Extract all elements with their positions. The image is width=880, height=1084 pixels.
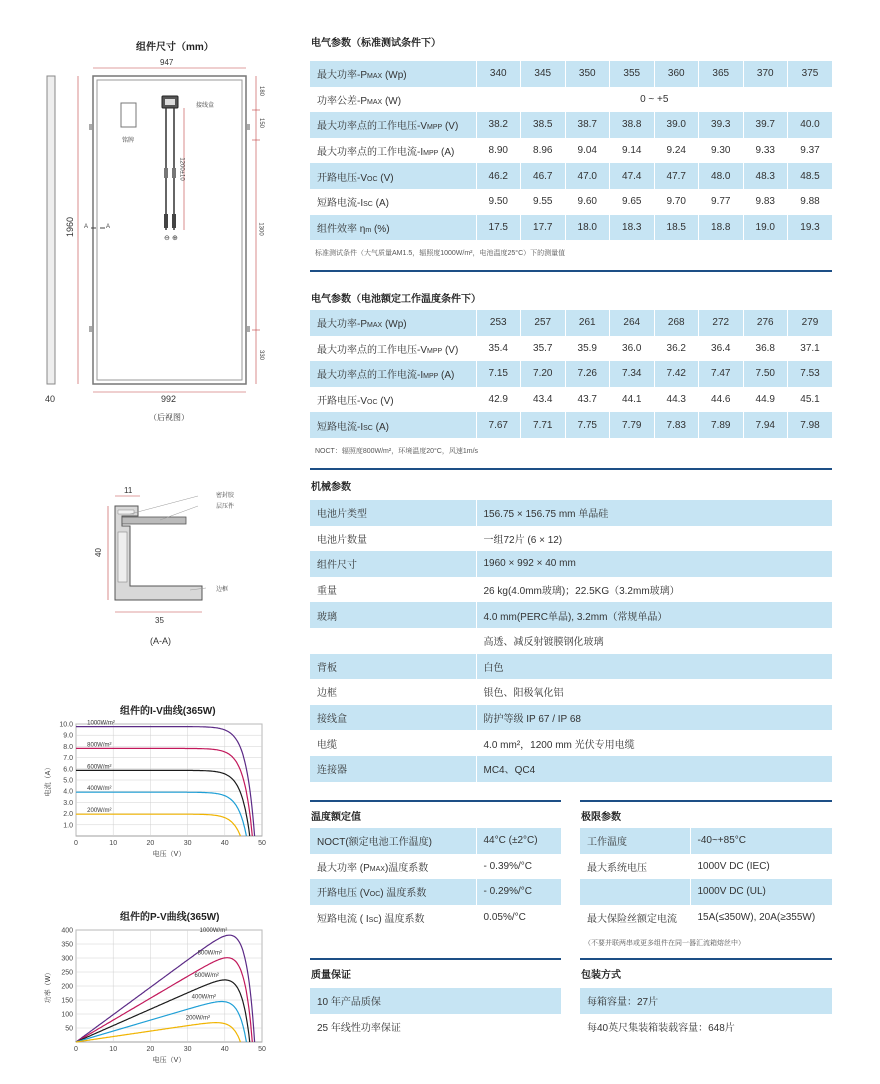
x-tick-label: 50 — [258, 840, 266, 847]
param-value: 38.8 — [610, 112, 655, 138]
param-value: 银色、阳极氧化铝 — [476, 679, 832, 705]
param-subscript: MPP — [427, 124, 443, 132]
limits-table — [580, 828, 832, 930]
param-subscript: OC — [367, 175, 378, 183]
param-value: -40~+85°C — [690, 828, 832, 854]
series-label: 600W/m² — [87, 764, 112, 771]
table-row — [310, 551, 832, 577]
table-row — [310, 387, 832, 413]
section-marker-right: A — [106, 224, 111, 230]
param-value: 360 — [654, 61, 699, 87]
table-row — [310, 988, 561, 1014]
y-tick-label: 50 — [65, 1025, 73, 1033]
y-tick-label: 250 — [61, 969, 73, 977]
param-value: 9.33 — [743, 138, 788, 164]
param-subscript: OC — [367, 399, 378, 407]
param-subscript: MAX — [367, 322, 383, 330]
series-label: 800W/m² — [197, 950, 222, 957]
divider — [310, 468, 832, 470]
noct-note: NOCT：辐照度800W/m²，环境温度20°C，风速1m/s — [315, 448, 479, 455]
param-label: 最大功率-PMAX (Wp) — [310, 61, 476, 87]
param-subscript: MAX — [367, 73, 383, 81]
series-label: 200W/m² — [87, 808, 112, 815]
param-value: 44°C (±2°C) — [476, 828, 561, 854]
frame-section-drawing — [0, 470, 300, 650]
param-value: 0 ~ +5 — [476, 87, 832, 113]
param-value: 276 — [743, 310, 788, 336]
param-value: 36.0 — [610, 336, 655, 362]
param-label: 边框 — [317, 688, 337, 700]
param-label: 开路电压-VOC (V) — [317, 396, 394, 408]
param-subscript: MPP — [427, 347, 443, 355]
param-label: 开路电压 (VOC) 温度系数 — [310, 879, 476, 905]
param-value: 44.1 — [610, 387, 655, 413]
param-value: 7.67 — [476, 412, 521, 438]
y-tick-label: 2.0 — [63, 811, 73, 819]
dim-cable-length: 1200±10 — [178, 157, 185, 181]
param-value: 8.96 — [521, 138, 566, 164]
table-row — [310, 336, 832, 362]
param-label: 电池片数量 — [317, 534, 367, 546]
table-row — [310, 679, 832, 705]
param-value: 36.4 — [699, 336, 744, 362]
param-value: 46.2 — [476, 163, 521, 189]
param-label: 电池片类型 — [310, 500, 476, 526]
param-value: 35.9 — [565, 336, 610, 362]
section-marker-left: A — [84, 224, 89, 230]
param-value: 9.77 — [699, 189, 744, 215]
param-value: 7.20 — [521, 361, 566, 387]
param-value: 257 — [521, 310, 566, 336]
param-value: 253 — [476, 310, 521, 336]
param-value: 48.0 — [699, 163, 744, 189]
param-value: 268 — [654, 310, 699, 336]
stc-table — [310, 61, 832, 240]
packing-table — [580, 988, 832, 1039]
param-value: 156.75 × 156.75 mm 单晶硅 — [476, 500, 832, 526]
param-value: 272 — [699, 310, 744, 336]
x-tick-label: 20 — [146, 1046, 155, 1053]
param-value: 18.8 — [699, 215, 744, 241]
param-value: 7.71 — [521, 412, 566, 438]
table-row — [310, 112, 832, 138]
series-label: 800W/m² — [87, 742, 112, 749]
param-label: 最大功率点的工作电流-IMPP (A) — [317, 147, 455, 159]
x-tick-label: 30 — [183, 840, 192, 847]
table-row — [310, 854, 561, 880]
param-label: 组件效率 ηm (%) — [310, 215, 476, 241]
list-item: 每40英尺集装箱装载容量：648片 — [587, 1022, 735, 1034]
param-value: 47.0 — [565, 163, 610, 189]
param-value: 1000V DC (UL) — [690, 879, 832, 905]
section-dim-40: 40 — [93, 548, 103, 557]
list-item: 每箱容量：27片 — [580, 988, 832, 1014]
table-row — [580, 905, 832, 931]
y-tick-label: 3.0 — [63, 799, 73, 807]
label-frame: 边框 — [216, 587, 229, 593]
y-tick-label: 7.0 — [63, 755, 73, 763]
param-value: 9.65 — [610, 189, 655, 215]
section-caption: (A-A) — [150, 636, 171, 646]
table-row — [580, 1014, 832, 1040]
param-value: 18.0 — [565, 215, 610, 241]
warranty-section-title: 质量保证 — [311, 970, 351, 981]
param-subscript: MPP — [423, 373, 439, 381]
param-value: 345 — [521, 61, 566, 87]
divider — [310, 800, 561, 802]
table-row — [580, 854, 832, 880]
param-value: 9.37 — [788, 138, 833, 164]
param-subscript: MAX — [369, 865, 385, 873]
param-value: 39.3 — [699, 112, 744, 138]
table-row — [310, 412, 832, 438]
x-tick-label: 10 — [109, 1046, 118, 1053]
param-value: 4.0 mm(PERC单晶), 3.2mm（常规单晶） — [476, 602, 832, 628]
param-value: 一组72片 (6 × 12) — [476, 526, 832, 552]
table-row — [310, 1014, 561, 1040]
y-tick-label: 150 — [61, 997, 73, 1005]
y-tick-label: 100 — [61, 1011, 73, 1019]
param-value: 7.26 — [565, 361, 610, 387]
svg-text:⊖: ⊖ — [164, 235, 170, 242]
y-tick-label: 9.0 — [63, 732, 73, 740]
param-value: 9.88 — [788, 189, 833, 215]
dimension-drawing — [0, 0, 300, 440]
x-tick-label: 30 — [183, 1046, 192, 1053]
param-value: 38.7 — [565, 112, 610, 138]
param-value: 18.3 — [610, 215, 655, 241]
param-label: 开路电压-VOC (V) — [310, 163, 476, 189]
table-row — [310, 163, 832, 189]
param-value: 1000V DC (IEC) — [690, 854, 832, 880]
x-axis-label: 电压（V） — [152, 851, 186, 858]
param-value: 355 — [610, 61, 655, 87]
packing-section-title: 包装方式 — [581, 970, 621, 981]
module-back-view — [0, 0, 300, 440]
param-value: 35.4 — [476, 336, 521, 362]
param-label: 功率公差-PMAX (W) — [317, 95, 402, 107]
y-tick-label: 350 — [61, 941, 73, 949]
param-value: 9.70 — [654, 189, 699, 215]
table-row — [310, 138, 832, 164]
dim-width-bottom: 992 — [161, 394, 177, 404]
param-value: 43.7 — [565, 387, 610, 413]
param-value: 47.7 — [654, 163, 699, 189]
table-row — [310, 189, 832, 215]
section-dim-11: 11 — [124, 486, 133, 495]
param-label: 玻璃 — [310, 602, 476, 628]
param-subscript: MPP — [423, 150, 439, 158]
divider — [310, 958, 561, 960]
param-label: 电缆 — [317, 739, 337, 751]
param-value: 7.98 — [788, 412, 833, 438]
dim-right-180: 180 — [258, 85, 265, 97]
section-dim-35: 35 — [155, 616, 164, 625]
iv-chart — [40, 716, 290, 861]
param-value: 37.1 — [788, 336, 833, 362]
param-label: 最大保险丝额定电流 — [587, 914, 677, 926]
param-value: 9.55 — [521, 189, 566, 215]
param-label: 最大功率点的工作电压-VMPP (V) — [317, 344, 459, 356]
pv-chart-title: 组件的P-V曲线(365W) — [120, 912, 220, 923]
param-value: 7.34 — [610, 361, 655, 387]
param-value: 48.5 — [788, 163, 833, 189]
frame-section-profile — [0, 470, 300, 650]
y-tick-label: 200 — [61, 983, 73, 991]
param-label: 最大功率-PMAX (Wp) — [310, 310, 476, 336]
dim-right-330: 330 — [258, 349, 265, 361]
table-row — [310, 61, 832, 87]
series-label: 200W/m² — [185, 1015, 211, 1022]
param-value: 38.2 — [476, 112, 521, 138]
param-value: 0.05%/°C — [476, 905, 561, 931]
y-axis-label: 功率（W） — [45, 968, 52, 1004]
param-value: 44.9 — [743, 387, 788, 413]
param-value: 39.7 — [743, 112, 788, 138]
x-tick-label: 20 — [146, 840, 155, 847]
param-value: MC4、QC4 — [476, 756, 832, 782]
param-value: 7.83 — [654, 412, 699, 438]
list-item: 25 年线性功率保证 — [317, 1022, 401, 1034]
x-tick-label: 50 — [258, 1046, 266, 1053]
param-value: 7.94 — [743, 412, 788, 438]
param-value: 42.9 — [476, 387, 521, 413]
mech-section-title: 机械参数 — [311, 482, 351, 493]
table-row — [310, 905, 561, 931]
param-value: 7.15 — [476, 361, 521, 387]
back-view-caption: （后视图） — [149, 413, 189, 422]
param-value: 365 — [699, 61, 744, 87]
param-value: 45.1 — [788, 387, 833, 413]
param-value: - 0.39%/°C — [476, 854, 561, 880]
param-label: 最大功率点的工作电压-VMPP (V) — [310, 112, 476, 138]
param-label — [580, 879, 690, 905]
param-label — [310, 628, 476, 654]
dim-height: 1960 — [65, 216, 76, 238]
param-value: 375 — [788, 61, 833, 87]
dim-depth: 40 — [45, 394, 56, 404]
svg-text:⊕: ⊕ — [172, 235, 178, 242]
pv-chart — [40, 922, 290, 1067]
param-label: 最大系统电压 — [587, 862, 647, 874]
param-value: 36.8 — [743, 336, 788, 362]
iv-chart-title: 组件的I-V曲线(365W) — [120, 706, 216, 717]
param-label: 连接器 — [310, 756, 476, 782]
series-label: 400W/m² — [191, 994, 217, 1001]
param-value: 9.24 — [654, 138, 699, 164]
label-laminate: 层压件 — [216, 504, 235, 510]
y-tick-label: 4.0 — [63, 788, 73, 796]
noct-table — [310, 310, 832, 438]
param-value: 7.89 — [699, 412, 744, 438]
param-subscript: m — [365, 226, 372, 234]
y-axis-label: 电流（A） — [45, 763, 52, 797]
param-label: 组件尺寸 — [310, 551, 476, 577]
param-value: 38.5 — [521, 112, 566, 138]
list-item: 10 年产品质保 — [310, 988, 561, 1014]
param-label: 最大功率 (PMAX)温度系数 — [317, 862, 429, 874]
warranty-table — [310, 988, 561, 1039]
table-row — [310, 730, 832, 756]
x-tick-label: 10 — [109, 840, 118, 847]
param-value: 19.0 — [743, 215, 788, 241]
stc-note: 标准测试条件（大气质量AM1.5，辐照度1000W/m²，电池温度25°C）下的测量值 — [315, 250, 566, 257]
param-value: 26 kg(4.0mm玻璃)；22.5KG（3.2mm玻璃） — [476, 577, 832, 603]
param-subscript: SC — [363, 424, 373, 432]
dim-right-1300: 1300 — [257, 222, 264, 236]
param-value: 261 — [565, 310, 610, 336]
table-row — [310, 526, 832, 552]
x-tick-label: 40 — [220, 1046, 229, 1053]
param-subscript: SC — [368, 917, 379, 925]
divider — [580, 800, 832, 802]
table-row — [310, 705, 832, 731]
table-row — [310, 310, 832, 336]
param-value: 36.2 — [654, 336, 699, 362]
param-value: 4.0 mm²，1200 mm 光伏专用电缆 — [476, 730, 832, 756]
series-label: 400W/m² — [87, 786, 112, 793]
param-value: 9.60 — [565, 189, 610, 215]
param-value: 279 — [788, 310, 833, 336]
param-value: 7.42 — [654, 361, 699, 387]
table-row — [310, 756, 832, 782]
param-label: 短路电流-ISC (A) — [310, 412, 476, 438]
temp-section-title: 温度额定值 — [311, 812, 361, 823]
param-value: 8.90 — [476, 138, 521, 164]
param-value: 9.04 — [565, 138, 610, 164]
table-row — [580, 828, 832, 854]
table-row — [310, 828, 561, 854]
y-tick-label: 6.0 — [63, 766, 73, 774]
series-label: 1000W/m² — [199, 928, 228, 935]
limits-section-title: 极限参数 — [581, 812, 621, 823]
param-label: 背板 — [310, 654, 476, 680]
param-label: 接线盒 — [310, 705, 476, 731]
table-row — [310, 577, 832, 603]
param-value: 340 — [476, 61, 521, 87]
param-label: 工作温度 — [580, 828, 690, 854]
param-value: 18.5 — [654, 215, 699, 241]
stc-section-title: 电气参数（标准测试条件下） — [311, 38, 441, 49]
y-tick-label: 400 — [61, 927, 73, 935]
series-label: 600W/m² — [194, 972, 219, 979]
param-label: 短路电流-ISC (A) — [317, 198, 389, 210]
param-value: 白色 — [476, 654, 832, 680]
param-value: 40.0 — [788, 112, 833, 138]
series-label: 1000W/m² — [87, 720, 115, 727]
param-value: 39.0 — [654, 112, 699, 138]
temp-table — [310, 828, 561, 930]
y-tick-label: 5.0 — [63, 777, 73, 785]
table-row — [310, 500, 832, 526]
table-row — [310, 361, 832, 387]
y-tick-label: 300 — [61, 955, 73, 963]
param-subscript: MAX — [367, 98, 383, 106]
junction-box-label: 接线盒 — [196, 103, 215, 109]
table-row — [310, 602, 832, 628]
param-value: 370 — [743, 61, 788, 87]
nameplate-label: 铭牌 — [122, 138, 135, 144]
mech-table — [310, 500, 832, 782]
param-value: 9.83 — [743, 189, 788, 215]
param-value: 7.53 — [788, 361, 833, 387]
param-value: 17.5 — [476, 215, 521, 241]
param-value: 44.3 — [654, 387, 699, 413]
param-value: 9.30 — [699, 138, 744, 164]
x-tick-label: 40 — [220, 840, 229, 847]
y-tick-label: 1.0 — [63, 822, 73, 830]
divider — [310, 270, 832, 272]
param-subscript: OC — [369, 891, 381, 899]
dim-right-150: 150 — [258, 117, 265, 129]
param-value: 防护等级 IP 67 / IP 68 — [476, 705, 832, 731]
y-tick-label: 8.0 — [63, 743, 73, 751]
param-value: 46.7 — [521, 163, 566, 189]
param-value: 9.14 — [610, 138, 655, 164]
x-axis-label: 电压（V） — [152, 1057, 186, 1064]
param-label: NOCT(额定电池工作温度) — [310, 828, 476, 854]
dimension-title: 组件尺寸（mm） — [136, 42, 214, 53]
table-row — [310, 628, 832, 654]
param-value: 43.4 — [521, 387, 566, 413]
noct-section-title: 电气参数（电池额定工作温度条件下） — [311, 294, 481, 305]
table-row — [310, 879, 561, 905]
dim-width-top: 947 — [160, 58, 174, 67]
table-row — [580, 988, 832, 1014]
x-tick-label: 0 — [74, 1046, 78, 1053]
label-sealant: 密封胶 — [216, 493, 235, 499]
table-row — [310, 654, 832, 680]
param-value: 44.6 — [699, 387, 744, 413]
table-row — [310, 215, 832, 241]
param-value: 35.7 — [521, 336, 566, 362]
param-value: 高透、减反射镀膜钢化玻璃 — [476, 628, 832, 654]
table-row — [580, 879, 832, 905]
divider — [580, 958, 832, 960]
param-value: 47.4 — [610, 163, 655, 189]
param-value: 7.75 — [565, 412, 610, 438]
param-value: 7.50 — [743, 361, 788, 387]
param-value: 9.50 — [476, 189, 521, 215]
param-label: 最大功率点的工作电流-IMPP (A) — [310, 361, 476, 387]
x-tick-label: 0 — [74, 840, 78, 847]
param-value: 48.3 — [743, 163, 788, 189]
param-value: 264 — [610, 310, 655, 336]
param-value: 15A(≤350W), 20A(≥355W) — [690, 905, 832, 931]
param-value: 7.79 — [610, 412, 655, 438]
param-label: 重量 — [317, 586, 337, 598]
param-label: 短路电流 ( ISC) 温度系数 — [317, 914, 425, 926]
param-subscript: SC — [363, 201, 373, 209]
table-row — [310, 87, 832, 113]
param-value: - 0.29%/°C — [476, 879, 561, 905]
param-value: 7.47 — [699, 361, 744, 387]
param-value: 19.3 — [788, 215, 833, 241]
param-value: 1960 × 992 × 40 mm — [476, 551, 832, 577]
limits-note: （不要并联两串或更多组件在同一器汇流箱熔丝中） — [584, 940, 745, 947]
y-tick-label: 10.0 — [59, 721, 73, 729]
param-value: 17.7 — [521, 215, 566, 241]
param-value: 350 — [565, 61, 610, 87]
